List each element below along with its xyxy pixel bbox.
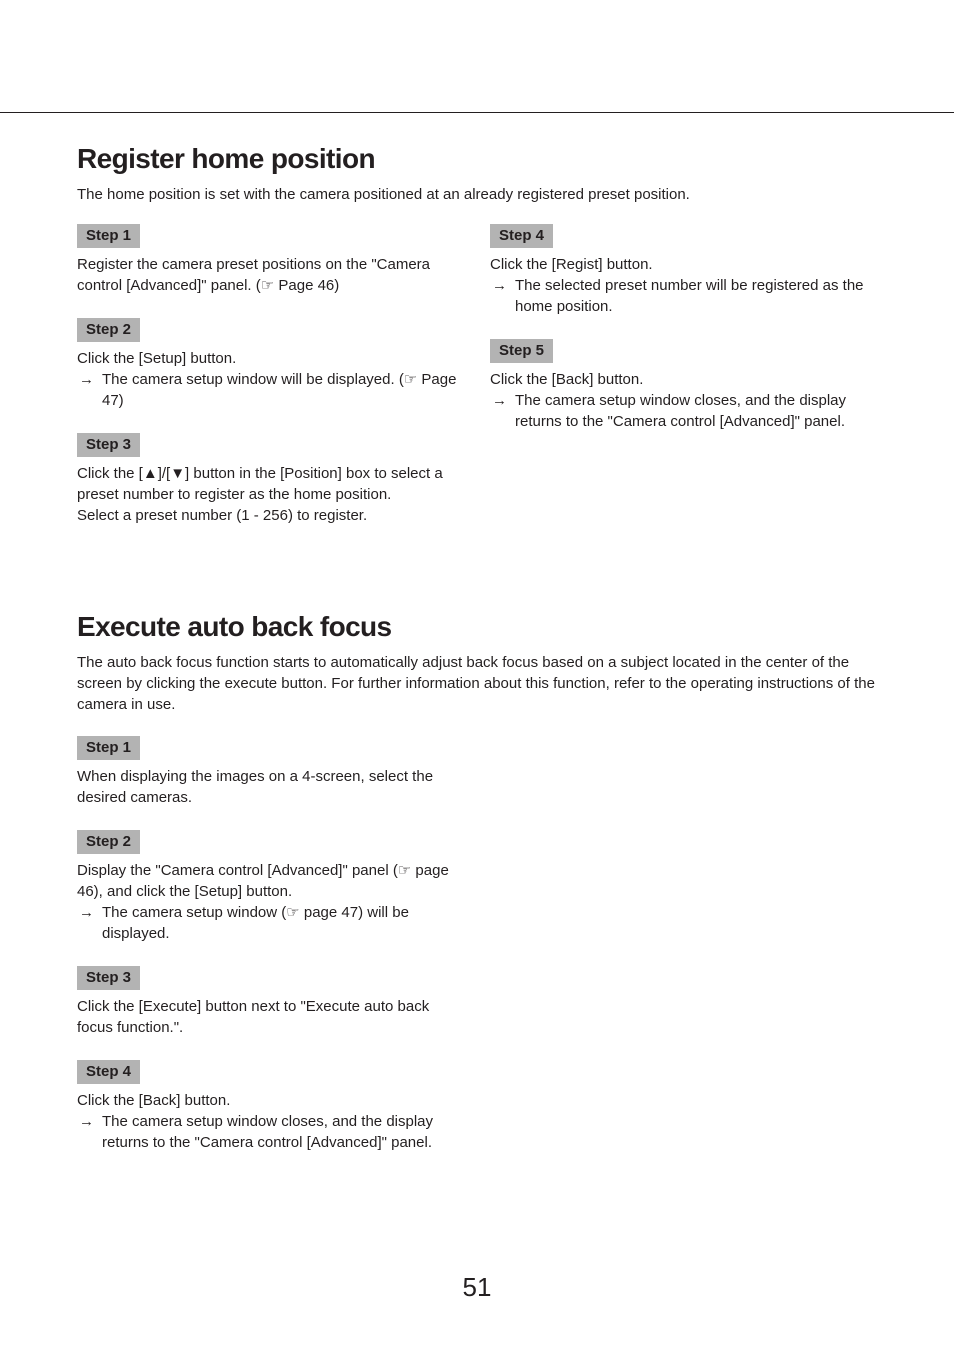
step-text: Click the [Execute] button next to "Execute auto back focus function.".	[77, 998, 430, 1036]
step-text: Click the [Back] button.	[490, 371, 644, 388]
step-result-text: The selected preset number will be registered as the home position.	[515, 277, 864, 315]
section-intro: The home position is set with the camera positioned at an already registered preset position.	[77, 186, 690, 203]
step-text: Click the [▲]/[▼] button in the [Position] box to select a preset number to register as the home position.	[77, 465, 443, 503]
section-execute-auto-back-focus	[77, 610, 877, 1151]
step-text: Click the [Setup] button.	[77, 350, 237, 367]
step-block	[490, 339, 882, 432]
step-badge: Step 1	[77, 224, 140, 248]
step-badge: Step 2	[77, 830, 140, 854]
step-badge: Step 2	[77, 318, 140, 342]
step-badge: Step 4	[490, 224, 553, 248]
step-result	[77, 1111, 469, 1153]
section-title: Register home position	[77, 143, 375, 174]
step-badge: Step 3	[77, 433, 140, 457]
step-block	[77, 966, 469, 1038]
step-text: Select a preset number (1 - 256) to register.	[77, 507, 368, 524]
step-result	[77, 902, 469, 944]
arrow-right-icon: →	[79, 1113, 94, 1130]
step-result-text: The camera setup window will be displayed. (☞ Page 47)	[102, 371, 457, 409]
section-intro: The auto back focus function starts to automatically adjust back focus based on a subject located in the center of the screen by clicking the execute button. For further information about this function, refer to the operating instructions of the camera in use.	[77, 654, 875, 713]
step-badge: Step 4	[77, 1060, 140, 1084]
step-text: Display the "Camera control [Advanced]" panel (☞ page 46), and click the [Setup] button.	[77, 862, 449, 900]
step-block	[77, 318, 469, 411]
header-rule	[0, 112, 954, 113]
step-block	[77, 433, 469, 526]
steps-left-column	[77, 224, 469, 548]
step-result-text: The camera setup window closes, and the display returns to the "Camera control [Advanced]" panel.	[102, 1113, 434, 1151]
step-badge: Step 3	[77, 966, 140, 990]
step-badge: Step 1	[77, 736, 140, 760]
step-text: Click the [Back] button.	[77, 1092, 231, 1109]
step-badge: Step 5	[490, 339, 553, 363]
steps-left-column	[77, 736, 469, 1175]
step-block	[77, 224, 469, 296]
arrow-right-icon: →	[492, 392, 507, 409]
step-text: When displaying the images on a 4-screen, select the desired cameras.	[77, 768, 434, 806]
section-title: Execute auto back focus	[77, 611, 392, 642]
arrow-right-icon: →	[79, 371, 94, 388]
arrow-right-icon: →	[79, 904, 94, 921]
step-block	[77, 736, 469, 808]
step-block	[490, 224, 882, 317]
step-result-text: The camera setup window closes, and the display returns to the "Camera control [Advanced]" panel.	[515, 392, 847, 430]
step-text: Register the camera preset positions on the "Camera control [Advanced]" panel. (☞ Page 46)	[77, 256, 430, 294]
step-text: Click the [Regist] button.	[490, 256, 653, 273]
section-register-home-position	[77, 142, 877, 524]
step-block	[77, 1060, 469, 1153]
step-result-text: The camera setup window (☞ page 47) will be displayed.	[102, 904, 409, 942]
arrow-right-icon: →	[492, 277, 507, 294]
steps-right-column	[490, 224, 882, 454]
step-block	[77, 830, 469, 944]
step-result	[490, 390, 882, 432]
page-number: 51	[462, 1272, 492, 1302]
step-result	[490, 275, 882, 317]
step-result	[77, 369, 469, 411]
